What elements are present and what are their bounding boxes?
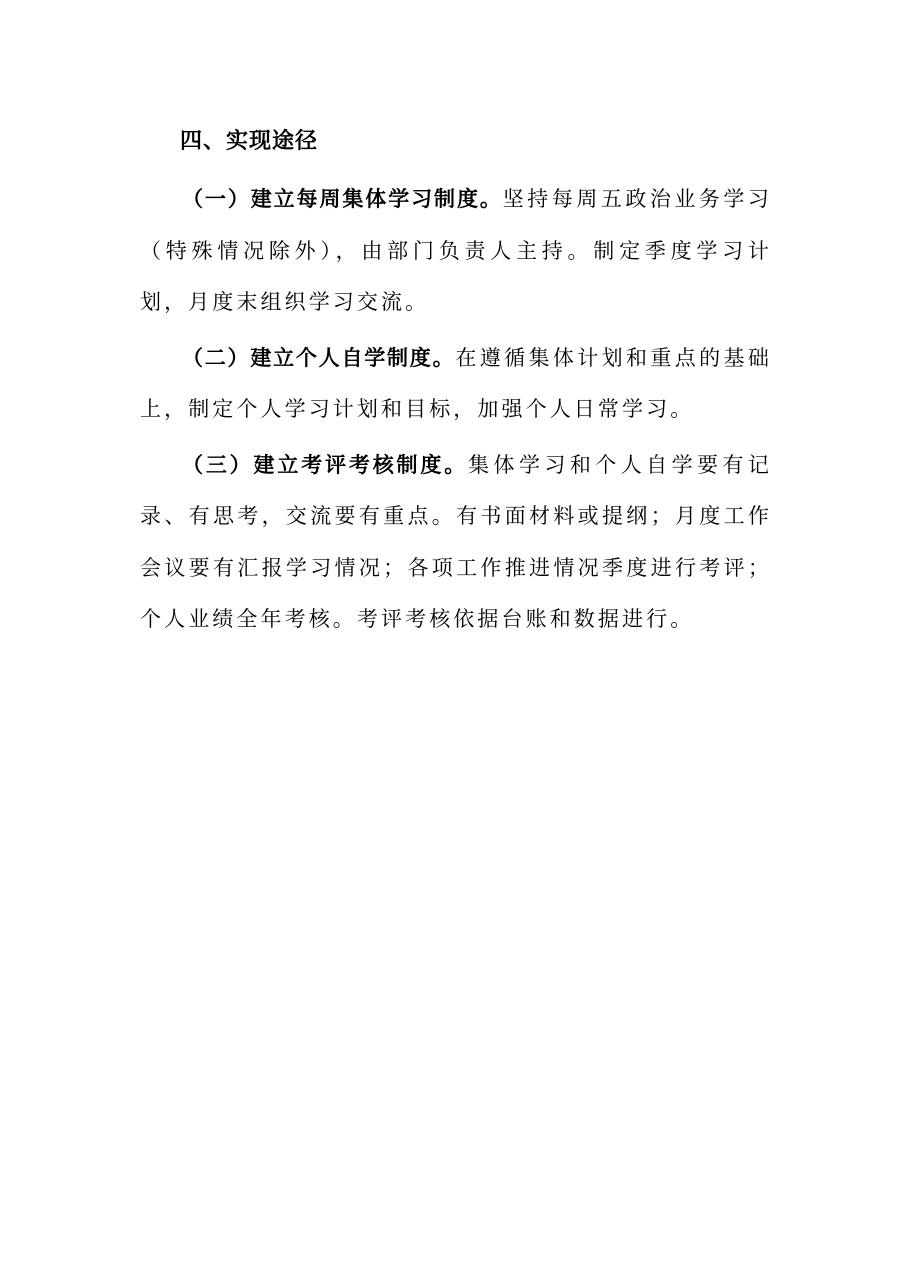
paragraph-lead: （二）建立个人自学制度。 — [182, 345, 456, 370]
document-body — [140, 122, 772, 650]
paragraph-assessment — [140, 440, 772, 646]
section-heading: 四、实现途径 — [180, 129, 319, 154]
paragraph-body: 坚持每周五政治业务学习（特殊情况除外），由部门负责人主持。制定季度学习计划，月度末组织学习交流。 — [140, 187, 773, 314]
paragraph-lead: （一）建立每周集体学习制度。 — [182, 187, 503, 211]
paragraph-weekly-study — [140, 174, 772, 329]
paragraph-lead: （三）建立考评考核制度。 — [182, 452, 469, 477]
paragraph-body: 在遵循集体计划和重点的基础上，制定个人学习计划和目标，加强个人日常学习。 — [140, 345, 772, 421]
paragraph-self-study — [140, 333, 772, 436]
paragraph-body: 集体学习和个人自学要有记录、有思考，交流要有重点。有书面材料或提纲；月度工作会议要有汇报学习情况；各项工作推进情况季度进行考评；个人业绩全年考核。考评考核依据台账和数据进行。 — [140, 452, 773, 631]
